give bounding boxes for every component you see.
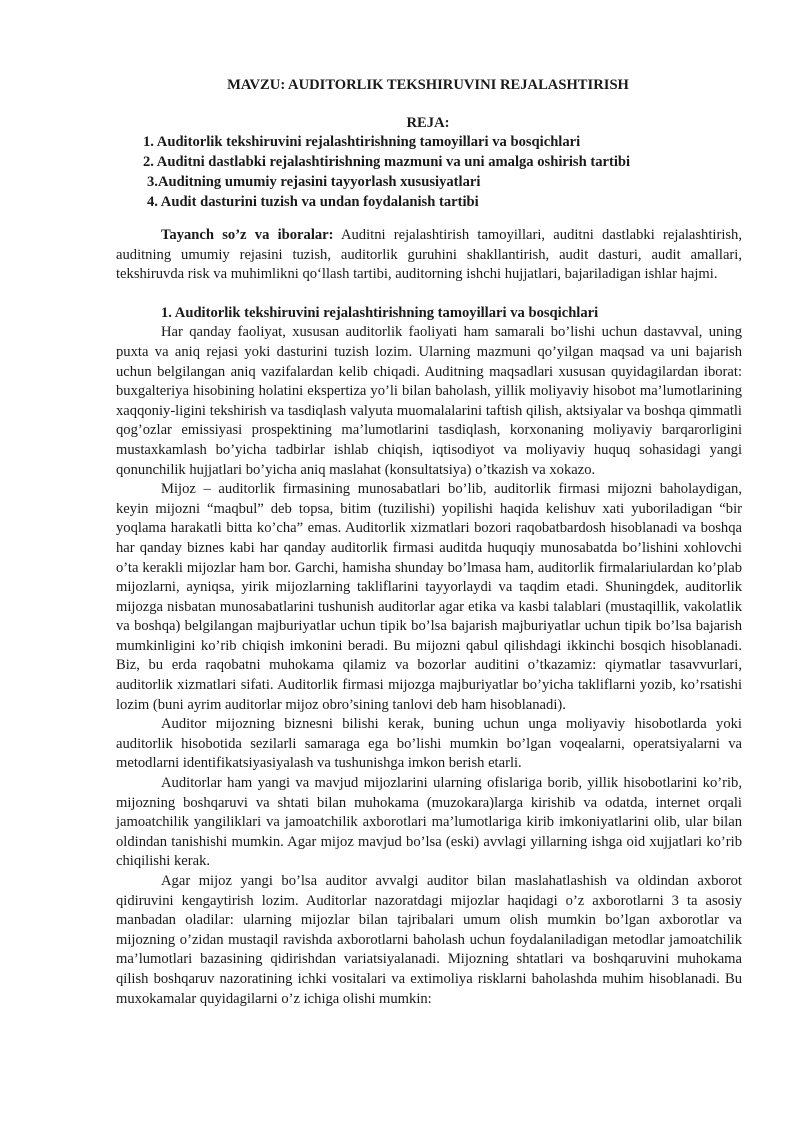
plan-item-3: 3.Auditning umumiy rejasini tayyorlash xususiyatlari xyxy=(147,174,481,190)
section-1-paragraph-4: Auditorlar ham yangi va mavjud mijozlarini ularning ofislariga borib, yillik hisobotlarini ko’rib, mijozning boshqaruvi va shtati bilan muhokama (muzokara)larga kirishib va odatda, internet orqali jamoatchilik yangiliklari va jamoatchilik axborotlari ma’lumotlariga kirib imkoniyatlarini olib, ular bilan oldindan tanishishi mumkin. Agar mijoz mavjud bo’lsa (eski) avvlagi yillarning ishga oid xujjatlari ko’rib chiqilishi kerak. xyxy=(116,775,742,870)
document-title: MAVZU: AUDITORLIK TEKSHIRUVINI REJALASHTIRISH xyxy=(227,77,629,93)
section-1-paragraph-5: Agar mijoz yangi bo’lsa auditor avvalgi auditor bilan maslahatlashish va oldindan axborot qidiruvini kengaytirish lozim. Auditorlar nazoratdagi mijozlar haqidagi o’z axborotlarni 3 ta asosiy manbadan oladilar: ularning mijozlar bilan tajribalari umum olish mumkin bo’lgan axborotlar va mijozning o’zidan mustaqil ravishda axborotlarni baholash uchun foydalaniladigan metodlar jamoatchilik ma’lumotlari bazasining qidirishdan variatsiyalanadi. Mijozning shtatlari va boshqaruvini muhokama qilish boshqaruv nazoratining ichki vositalari va extimoliya risklarni baholashda muhim hisoblanadi. Bu muxokamalar quyidagilarni o’z ichiga olishi mumkin: xyxy=(116,873,742,1007)
plan-item-4: 4. Audit dasturini tuzish va undan foydalanish tartibi xyxy=(147,194,479,210)
section-1-paragraph-3: Auditor mijozning biznesni bilishi kerak, buning uchun unga moliyaviy hisobotlarda yoki auditorlik hisobotida sezilarli samaraga ega bo’lishi mumkin bo’lgan voqealarni, operatsiyalarni va metodlarni identifikatsiyasiyalash va tushunishga imkon berish etarli. xyxy=(116,716,742,772)
keywords-text: Auditni rejalashtirish tamoyillari, auditni dastlabki rejalashtirish, auditning umumiy rejasini tuzish, auditorlik guruhini shakllantirish, audit dasturi, audit amallari, tekshiruvda risk va muhimlikni qo‘llash tartibi, auditorning ishchi hujjatlari, bajariladigan ishlar hajmi. xyxy=(116,227,743,283)
plan-item-1: 1. Auditorlik tekshiruvini rejalashtirishning tamoyillari va bosqichlari xyxy=(143,134,581,150)
keywords-paragraph xyxy=(116,226,742,285)
section-1-paragraph-1: Har qanday faoliyat, xususan auditorlik faoliyati ham samarali bo’lishi uchun dastavval, uning puxta va aniq rejasi yoki dasturini tuzish lozim. Ularning mazmuni qo’yilgan maqsad va uni bajarish uchun belgilangan aniq vazifalardan kelib chiqadi. Auditning maqsadlari xususan quyidagilardan iborat: buxgalteriya hisobining holatini ekspertiza yo’li bilan baholash, yillik moliyaviy hisobot ma’lumotlarining xaqqoniy-ligini tekshirish va tasdiqlash valyuta muomalalarini taftish qilish, aktsiyalar va boshqa qimmatli qog’ozlar emissiyasi prospektining ma’lumotlarini tasdiqlash, korxonaning moliyaviy barqarorligini mustaxkamlash bo’yicha tadbirlar ishlab chiqish, iqtisodiyot va moliyaviy huquq sohasidagi yangi qonunchilik hujjatlari bo’yicha aniq maslahat (konsultatsiya) o’tkazish va xokazo. xyxy=(116,324,742,478)
plan-heading: REJA: xyxy=(406,115,450,131)
section-1-paragraph-2: Mijoz – auditorlik firmasining munosabatlari bo’lib, auditorlik firmasi mijozni baholaydigan, keyin mijozni “maqbul” deb topsa, bitim (tuzilishi) yopilishi haqida kelishuv xati yuboriladigan “bir yoqlama harakatli bitta ko’cha” emas. Auditorlik xizmatlari bozori raqobatbardosh hisoblanadi va boshqa har qanday biznes kabi har qanday auditorlik firmasi auditda huquqiy munosabatda bo’lishini xohlovchi o’ta kerakli mijozlar ham bor. Garchi, hamisha shunday bo’lmasa ham, auditorlik firmalariulardan ko’plab mijozlarni, ayniqsa, yirik mijozlarning takliflarini tayyorlaydi va taqdim etadi. Shuningdek, auditorlik mijozga nisbatan munosabatlarini tushunish auditorlar agar etika va kasbi talablari (mustaqillik, vakolatlik va boshqa) belgilangan majburiyatlar uchun tipik bo’lsa bajarish majburiyatlar uchun tipik bo’lsa bajarish mumkinligini ko’rib chiqish imkonini beradi. Bu mijozni qabul qilishdagi ikkinchi bosqich hisoblanadi. Biz, bu erda raqobatni muhokama qilamiz va bozorlar auditini o’tkazamiz: qiymatlar tasavvurlari, auditorlik xizmatlari sifati. Auditorlik firmasi mijozga majburiyatlar bo’yicha takliflarni yozib, ko’rsatishi lozim (buni ayrim auditorlar mijoz obro’sining tanlovi deb ham hisoblanadi). xyxy=(116,481,742,713)
section-1-heading: 1. Auditorlik tekshiruvini rejalashtirishning tamoyillari va bosqichlari xyxy=(161,304,599,321)
document-body xyxy=(116,226,742,1009)
plan-item-2: 2. Auditni dastlabki rejalashtirishning mazmuni va uni amalga oshirish tartibi xyxy=(143,154,631,170)
keywords-label: Tayanch so’z va iboralar: xyxy=(161,227,334,243)
